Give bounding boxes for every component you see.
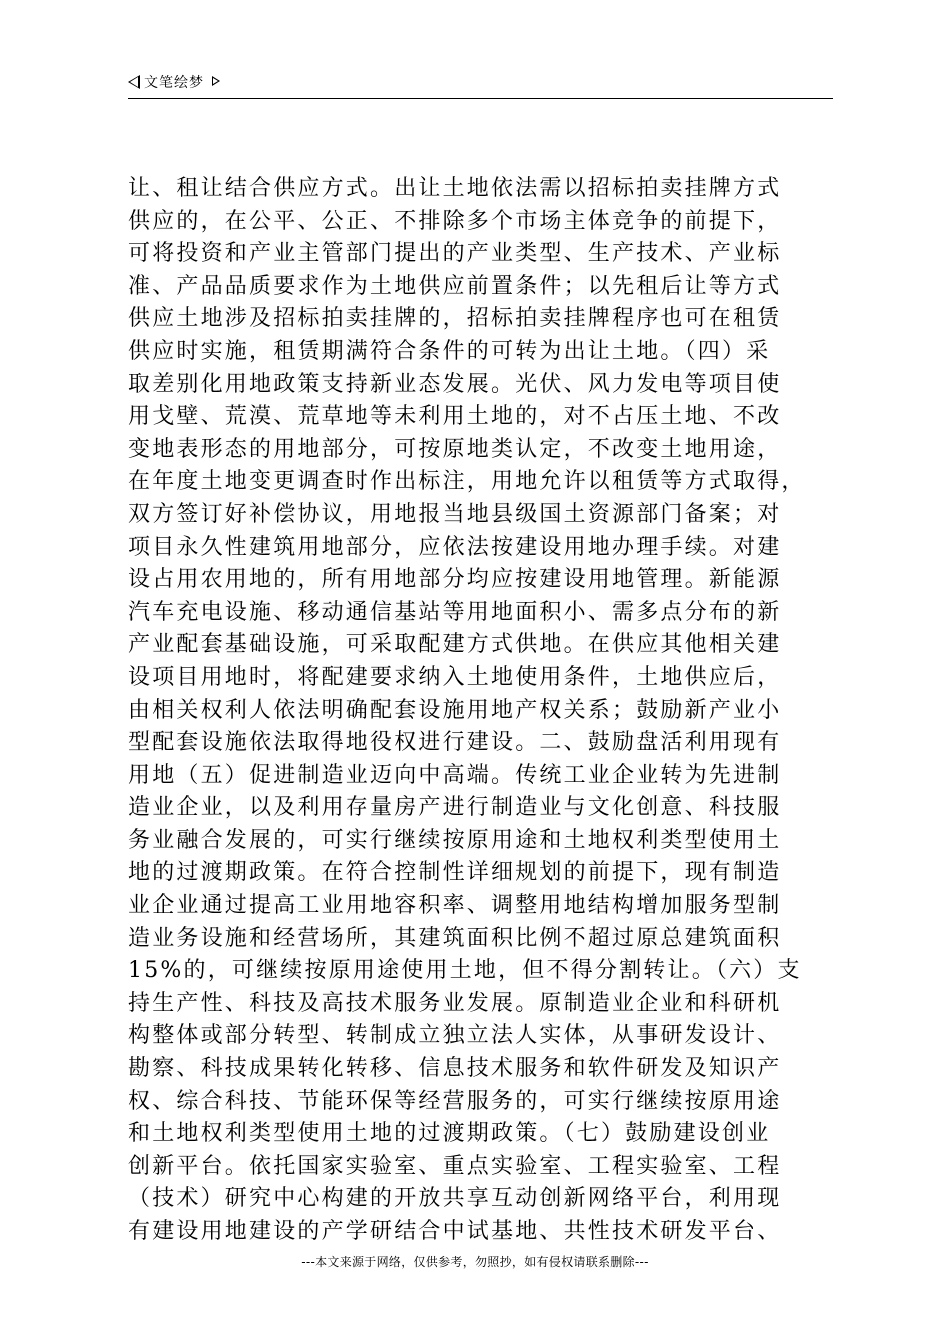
text-line: 变地表形态的用地部分，可按原地类认定，不改变土地用途， (128, 436, 782, 462)
text-line: 用戈壁、荒漠、荒草地等未利用土地的，对不占压土地、不改 (128, 404, 782, 430)
text-line: 设项目用地时，将配建要求纳入土地使用条件，土地供应后， (128, 664, 782, 690)
text-line: 持生产性、科技及高技术服务业发展。原制造业企业和科研机 (128, 990, 782, 1016)
text-line: 业企业通过提高工业用地容积率、调整用地结构增加服务型制 (128, 893, 782, 919)
text-line: 设占用农用地的，所有用地部分均应按建设用地管理。新能源 (128, 567, 782, 593)
text-line: 供应时实施，租赁期满符合条件的可转为出让土地。（四）采 (128, 338, 771, 364)
text-line: 项目永久性建筑用地部分，应依法按建设用地办理手续。对建 (128, 534, 782, 560)
text-line: 地的过渡期政策。在符合控制性详细规划的前提下，现有制造 (128, 860, 782, 886)
text-line: （技术）研究中心构建的开放共享互动创新网络平台，利用现 (128, 1186, 782, 1212)
text-line: 供应土地涉及招标拍卖挂牌的，招标拍卖挂牌程序也可在租赁 (128, 306, 782, 332)
text-line: 构整体或部分转型、转制成立独立法人实体，从事研发设计、 (128, 1023, 782, 1049)
text-line: 造业企业，以及利用存量房产进行制造业与文化创意、科技服 (128, 795, 782, 821)
text-line: 和土地权利类型使用土地的过渡期政策。（七）鼓励建设创业 (128, 1121, 771, 1147)
text-line: 准、产品品质要求作为土地供应前置条件；以先租后让等方式 (128, 273, 782, 299)
triangle-right-icon (212, 76, 220, 86)
text-line: 型配套设施依法取得地役权进行建设。二、鼓励盘活利用现有 (128, 730, 782, 756)
triangle-left-icon (128, 75, 140, 89)
text-line: 让、租让结合供应方式。出让土地依法需以招标拍卖挂牌方式 (128, 176, 782, 201)
text-line: 勘察、科技成果转化转移、信息技术服务和软件研发及知识产 (128, 1056, 782, 1082)
text-line: 权、综合科技、节能环保等经营服务的，可实行继续按原用途 (128, 1088, 782, 1114)
text-line: 双方签订好补偿协议，用地报当地县级国土资源部门备案；对 (128, 501, 782, 527)
text-line: 务业融合发展的，可实行继续按原用途和土地权利类型使用土 (128, 827, 782, 853)
page-footer: ---本文来源于网络，仅供参考，勿照抄，如有侵权请联系删除--- (301, 1255, 649, 1269)
body-text (128, 173, 838, 1249)
text-line: 用地（五）促进制造业迈向中高端。传统工业企业转为先进制 (128, 762, 782, 788)
text-line: 取差别化用地政策支持新业态发展。光伏、风力发电等项目使 (128, 371, 782, 397)
text-line: 由相关权利人依法明确配套设施用地产权关系；鼓励新产业小 (128, 697, 782, 723)
text-line: 可将投资和产业主管部门提出的产业类型、生产技术、产业标 (128, 241, 782, 267)
text-line: 供应的，在公平、公正、不排除多个市场主体竞争的前提下， (128, 208, 782, 234)
text-line: 创新平台。依托国家实验室、重点实验室、工程实验室、工程 (128, 1153, 782, 1179)
text-line: 产业配套基础设施，可采取配建方式供地。在供应其他相关建 (128, 632, 782, 658)
header-brand: 文笔绘梦 (144, 75, 204, 91)
text-line: 15%的，可继续按原用途使用土地，但不得分割转让。（六）支 (128, 958, 802, 984)
text-line: 在年度土地变更调查时作出标注，用地允许以租赁等方式取得， (128, 469, 806, 495)
page-header (128, 72, 833, 99)
text-line: 有建设用地建设的产学研结合中试基地、共性技术研发平台、 (128, 1219, 782, 1244)
text-line: 汽车充电设施、移动通信基站等用地面积小、需多点分布的新 (128, 599, 782, 625)
text-line: 造业务设施和经营场所，其建筑面积比例不超过原总建筑面积 (128, 925, 782, 951)
